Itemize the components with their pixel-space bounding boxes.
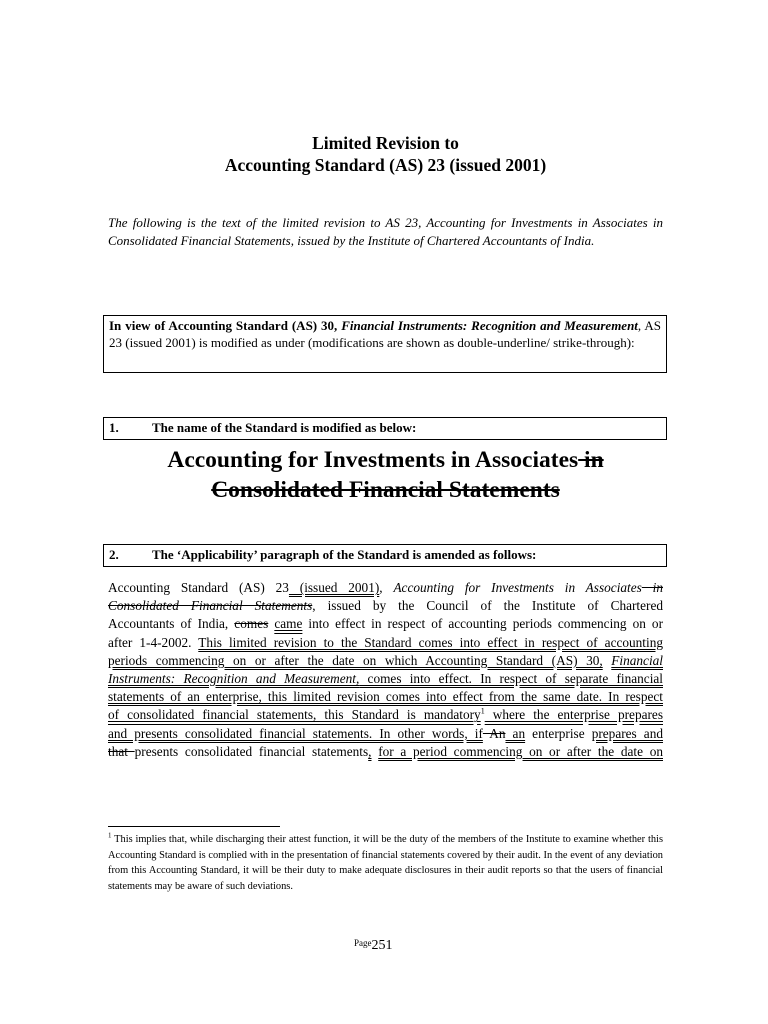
modification-notice-box (103, 315, 667, 373)
section-1-heading-box (103, 417, 667, 440)
title-line-2: Accounting Standard (AS) 23 (issued 2001) (224, 155, 547, 175)
title-line-1: Limited Revision to (312, 133, 459, 153)
intro-paragraph: The following is the text of the limited revision to AS 23, Accounting for Investments in Associates in Consolidated Financial Statements, issued by the Institute of Chartered Accountants of India. (108, 215, 663, 248)
body-line-7: statements of an enterprise, this limited revision comes into effect from the same date. In respect (108, 689, 663, 705)
body-line-10: that presents consolidated financial statements, for a period commencing on or after the date on (108, 743, 663, 759)
body-line-6: Instruments: Recognition and Measurement, comes into effect. In respect of separate financial (108, 670, 663, 686)
footnote-marker: 1 (108, 831, 112, 840)
body-line-3: Accountants of India, comes came into effect in respect of accounting periods commencing on or (108, 616, 664, 632)
body-line-1: Accounting Standard (AS) 23 (issued 2001), Accounting for Investments in Associates in (108, 580, 663, 595)
body-line-9: and presents consolidated financial statements. In other words, if An an enterprise prepares and (108, 725, 663, 741)
footnote (108, 832, 663, 894)
revised-title-struck-line: Consolidated Financial Statements (211, 477, 560, 503)
page-label: Page (354, 938, 372, 948)
footnote-text: This implies that, while discharging their attest function, it will be the duty of the members of the Institute to examine whether this Accounting Standard is complied with in the presentation of financial statements covered by their audit. In the event of any deviation from this Accounting Standard, it will be their duty to make adequate disclosures in their audit reports so that the users of financial statements may be aware of such deviations. (108, 834, 663, 892)
body-line-2: Consolidated Financial Statements, issued by the Council of the Institute of Chartered (108, 598, 663, 614)
section-2-heading-box (103, 544, 667, 567)
applicability-paragraph (108, 579, 663, 761)
page-number-value: 251 (371, 938, 393, 953)
revised-title-main: Accounting for Investments in Associates (167, 447, 579, 473)
footnote-ref: 1 (480, 706, 485, 716)
footnote-separator (108, 826, 280, 827)
section-1-number: 1. (109, 420, 119, 435)
section-1-heading: The name of the Standard is modified as below: (152, 420, 417, 435)
page-number (354, 938, 393, 954)
document-title (108, 132, 663, 176)
section-2-heading: The ‘Applicability’ paragraph of the Standard is amended as follows: (152, 547, 537, 562)
revised-standard-title (108, 445, 663, 505)
body-line-5: periods commencing on or after the date on which Accounting Standard (AS) 30, Financial (108, 652, 663, 668)
notice-lead: In view of Accounting Standard (AS) 30, (109, 318, 338, 333)
body-line-8: of consolidated financial statements, this Standard is mandatory$^1$ where the enterprise prepares (108, 706, 663, 723)
notice-rest: , AS 23 (issued 2001) is modified as under (modifications are shown as double-underline/ strike-through): (109, 318, 661, 350)
body-line-4: after 1-4-2002. This limited revision to the Standard comes into effect in respect of accounting (108, 634, 663, 650)
notice-standard-name: Financial Instruments: Recognition and Measurement (341, 318, 638, 333)
revised-title-struck-in: in (578, 447, 604, 473)
section-2-number: 2. (109, 547, 119, 562)
